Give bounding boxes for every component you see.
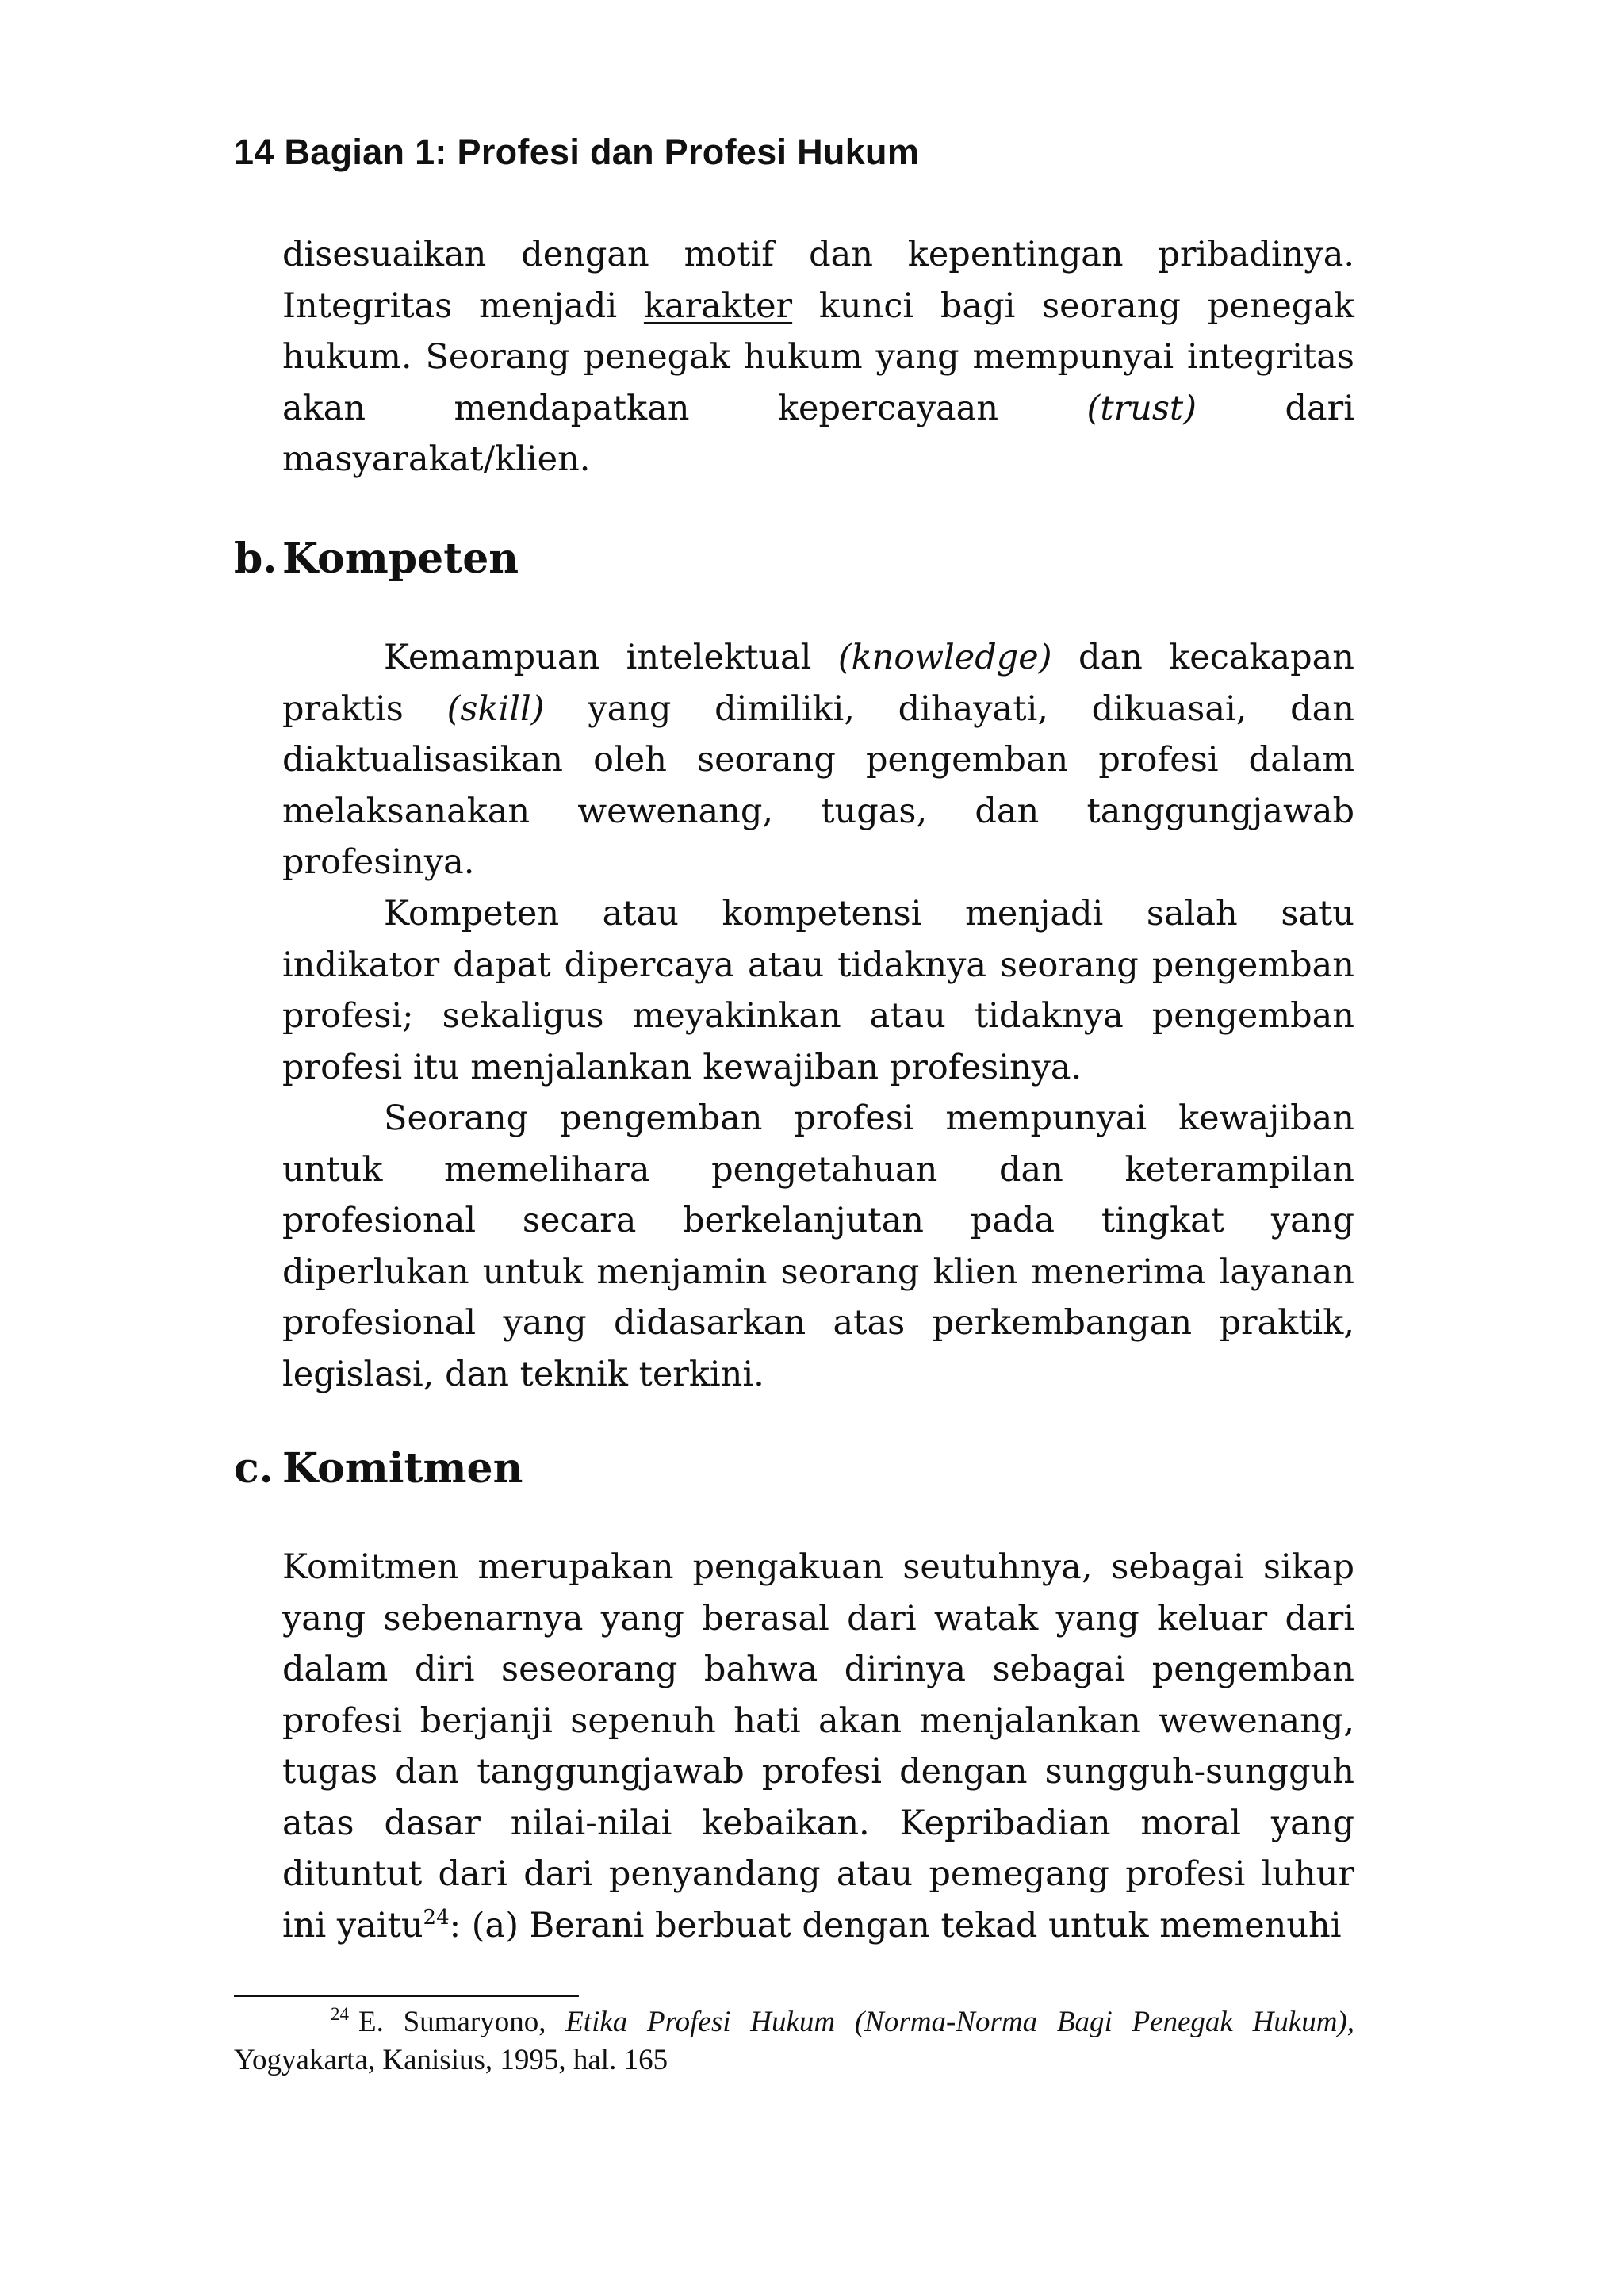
paragraph-text: Komitmen merupakan pengakuan seutuhnya, sebagai sikap yang sebenarnya yang berasal dari watak yang keluar dari dalam diri seseorang bahwa dirinya sebagai pengemban profesi berjanji sepenuh hati akan menjalankan wewenang, tugas dan tanggungjawab profesi dengan sungguh-sungguh atas dasar nilai-nilai kebaikan. Kepribadian moral yang dituntut dari dari penyandang atau pemegang profesi luhur ini yaitu <box>282 1547 1354 1945</box>
section-letter: c. <box>234 1444 274 1493</box>
section-letter: b. <box>234 535 278 583</box>
section-heading-komitmen <box>234 1441 523 1497</box>
paragraph-text: Kemampuan intelektual <box>384 638 838 677</box>
italic-term: (knowledge) <box>837 638 1052 677</box>
paragraph-komitmen <box>282 1542 1354 1951</box>
paragraph-text: yang dimiliki, dihayati, dikuasai, dan diaktualisasikan oleh seorang pengemban profesi dalam melaksanakan wewenang, tugas, dan tanggungjawab profesinya. <box>282 688 1354 882</box>
paragraph-kemampuan <box>282 632 1354 888</box>
footnote-number: 24 <box>331 2004 349 2024</box>
paragraph-kompeten-indikator: Kompeten atau kompetensi menjadi salah satu indikator dapat dipercaya atau tidaknya seorang pengemban profesi; sekaligus meyakinkan atau tidaknya pengemban profesi itu menjalankan kewajiban profesinya. <box>282 894 1354 1087</box>
footnote-publication: Yogyakarta, Kanisius, 1995, hal. 165 <box>234 2044 668 2076</box>
italic-term: (trust) <box>1086 388 1197 428</box>
paragraph-integritas <box>282 229 1354 485</box>
footnote-separator <box>234 1995 579 1997</box>
section-title: Komitmen <box>282 1444 523 1493</box>
paragraph-text: dari masyarakat/klien. <box>282 388 1354 479</box>
footnote-author: E. Sumaryono, <box>358 2006 566 2038</box>
section-heading-kompeten <box>234 531 519 587</box>
paragraph-kewajiban: Seorang pengemban profesi mempunyai kewajiban untuk memelihara pengetahuan dan keterampilan profesional secara berkelanjutan pada tingkat yang diperlukan untuk menjamin seorang klien menerima layanan profesional yang didasarkan atas perkembangan praktik, legislasi, dan teknik terkini. <box>282 1098 1354 1394</box>
footnote-title: Etika Profesi Hukum (Norma-Norma Bagi Penegak Hukum), <box>565 2006 1355 2038</box>
paragraph-text: : (a) Berani berbuat dengan tekad untuk memenuhi <box>449 1905 1342 1945</box>
italic-term: (skill) <box>446 688 545 729</box>
paragraph-text: dan kecakapan praktis <box>282 638 1355 729</box>
running-head: 14 Bagian 1: Profesi dan Profesi Hukum <box>234 132 920 172</box>
paragraph-text: kunci bagi seorang penegak hukum. Seorang penegak hukum yang mempunyai integritas akan mendapatkan kepercayaan <box>282 286 1354 428</box>
underlined-word: karakter <box>643 286 793 326</box>
section-title: Kompeten <box>282 535 519 583</box>
paragraph-text: disesuaikan dengan motif dan kepentingan pribadinya. Integritas menjadi <box>282 235 1354 326</box>
footnote <box>234 2003 1354 2079</box>
footnote-reference[interactable]: 24 <box>423 1905 450 1930</box>
